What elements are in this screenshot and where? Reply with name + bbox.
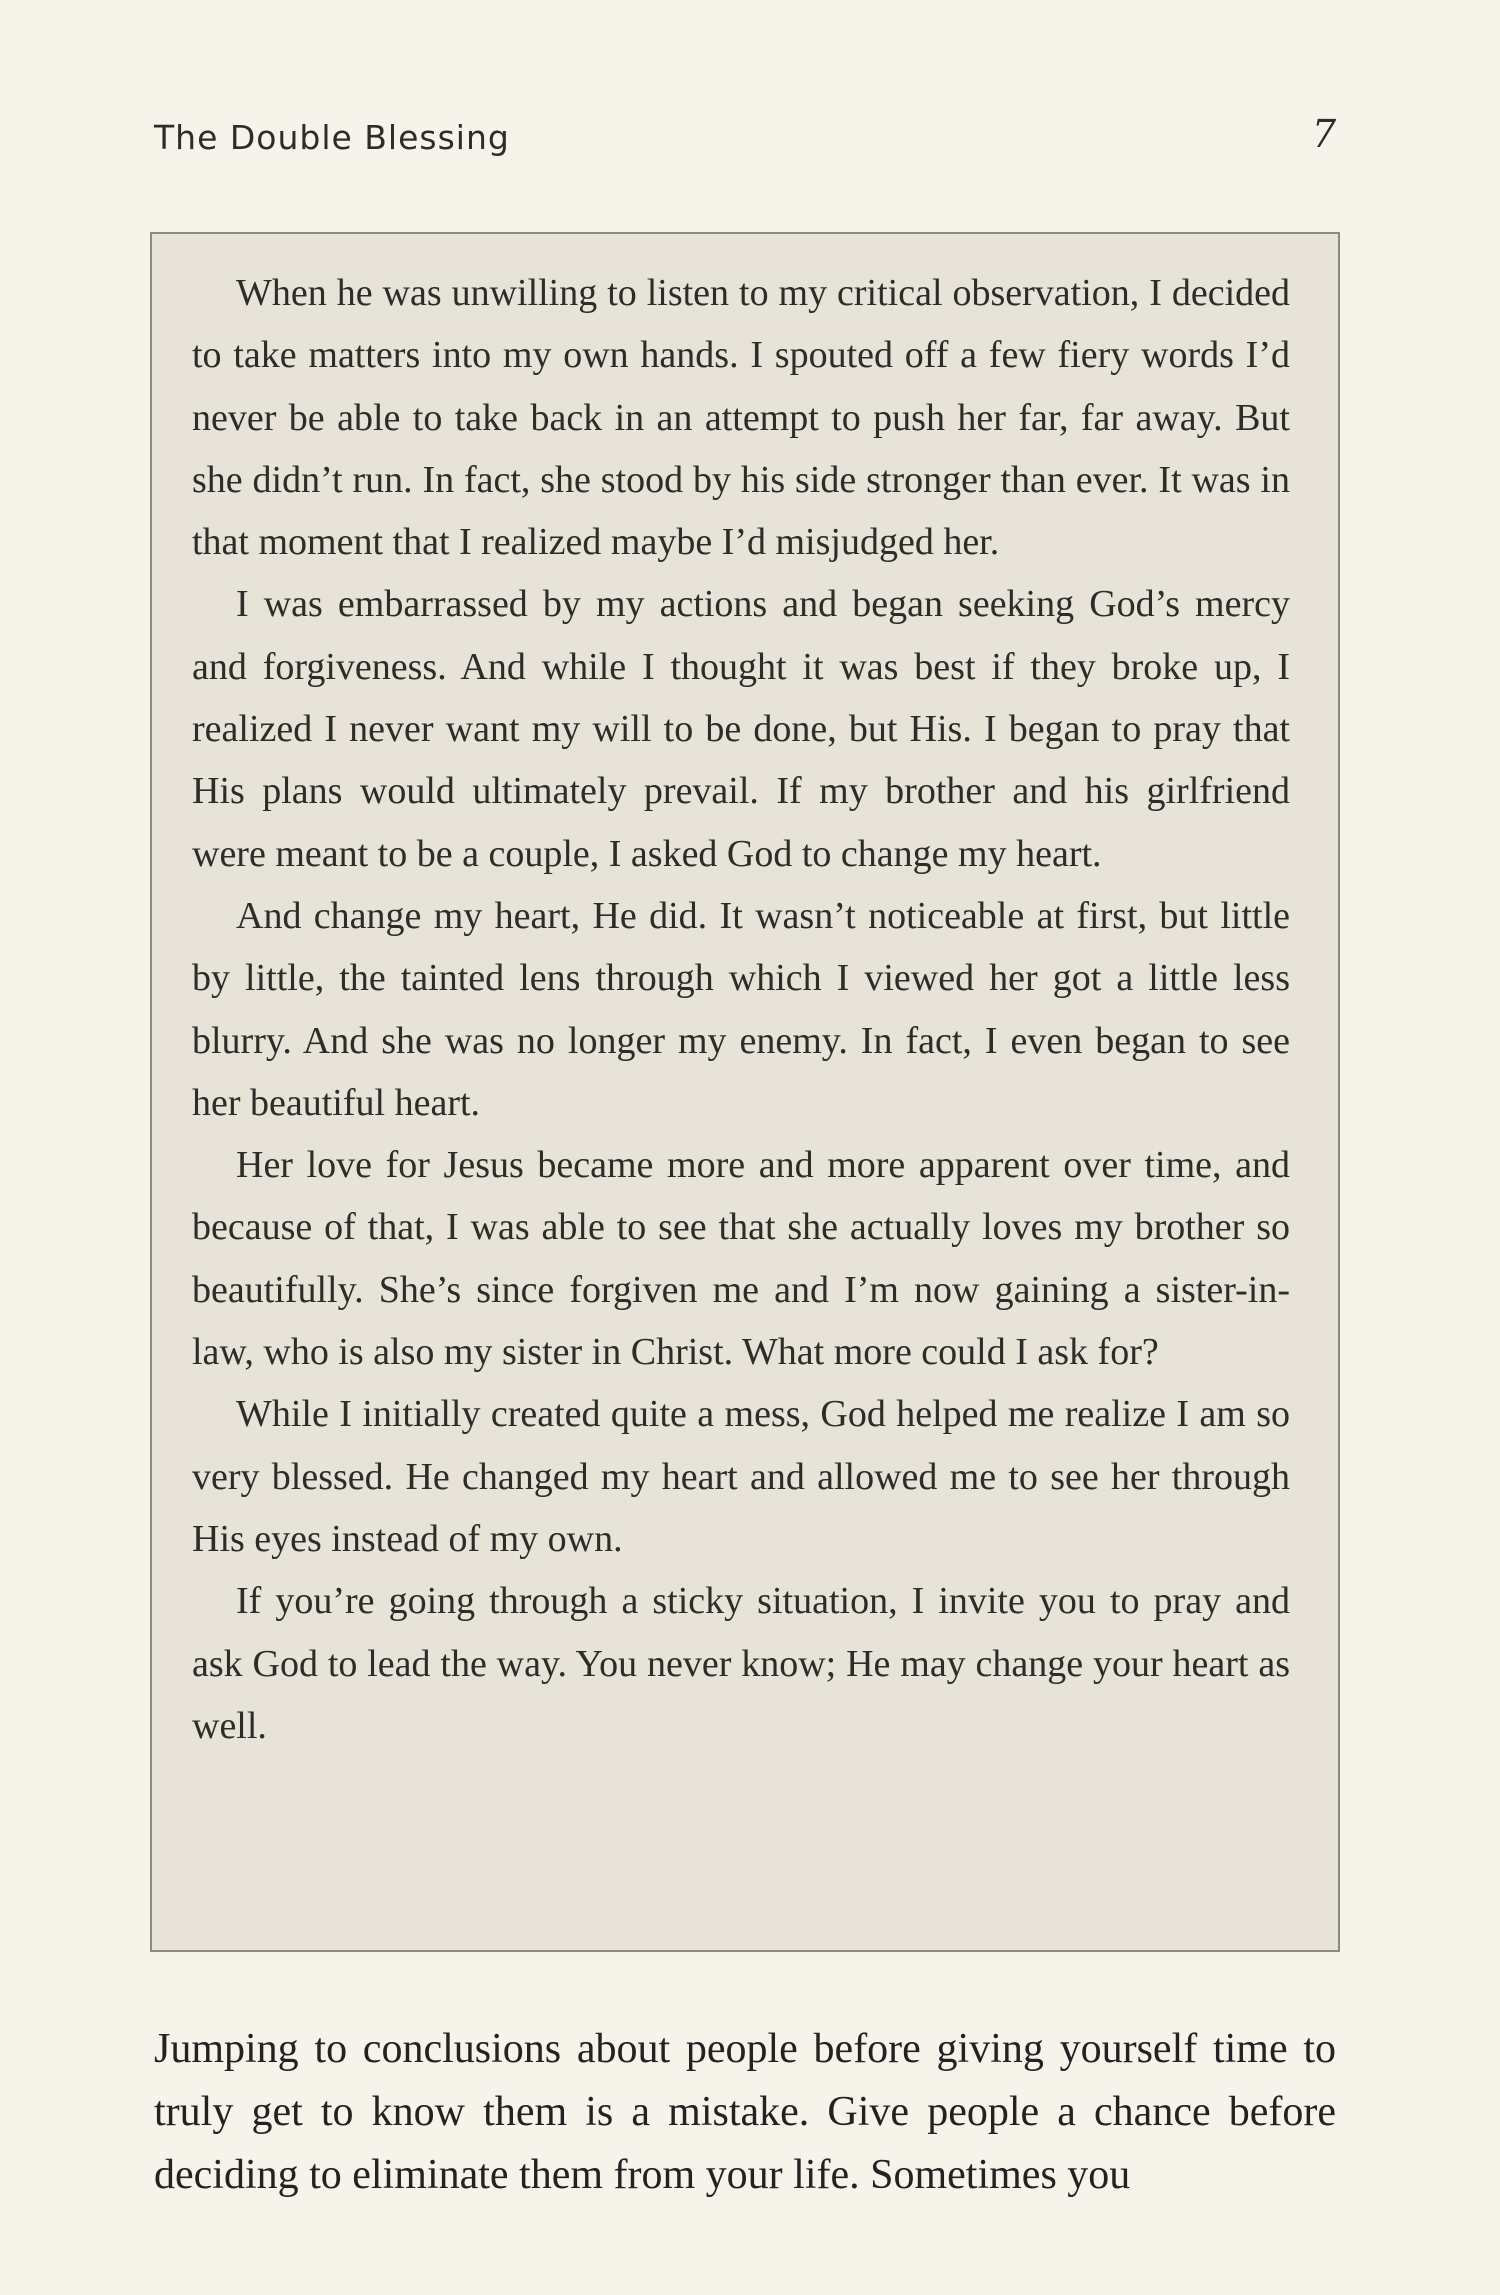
page-number: 7	[1311, 112, 1336, 156]
sidebar-paragraph: I was embarrassed by my actions and began seeking God’s mercy and forgiveness. And while I thought it was best if they broke up, I realized I never want my will to be done, but His. I began to pray that His plans would ultimately prevail. If my brother and his girlfriend were meant to be a couple, I asked God to change my heart.	[192, 583, 1290, 875]
sidebar-paragraph: When he was unwilling to listen to my critical observation, I decided to take matters into my own hands. I spouted off a few fiery words I’d never be able to take back in an attempt to push her far, far away. But she didn’t run. In fact, she stood by his side stronger than ever. It was in that moment that I realized maybe I’d misjudged her.	[192, 272, 1290, 564]
sidebar-paragraph: And change my heart, He did. It wasn’t noticeable at first, but little by little, the tainted lens through which I viewed her got a little less blurry. And she was no longer my enemy. In fact, I even began to see her beautiful heart.	[192, 894, 1290, 1124]
sidebar-paragraph: While I initially created quite a mess, God helped me realize I am so very blessed. He changed my heart and allowed me to see her through His eyes instead of my own.	[192, 1393, 1290, 1560]
running-head-title: The Double Blessing	[154, 118, 510, 157]
body-paragraph: Jumping to conclusions about people before giving yourself time to truly get to know them is a mistake. Give people a chance before deciding to eliminate them from your life. Sometimes you	[154, 2026, 1336, 2198]
sidebar-paragraph: If you’re going through a sticky situation, I invite you to pray and ask God to lead the way. You never know; He may change your heart as well.	[192, 1580, 1290, 1747]
sidebar-paragraph: Her love for Jesus became more and more apparent over time, and because of that, I was able to see that she actually loves my brother so beautifully. She’s since forgiven me and I’m now gaining a sister-in-law, who is also my sister in Christ. What more could I ask for?	[192, 1144, 1290, 1374]
sidebar-story-box	[150, 232, 1340, 1952]
